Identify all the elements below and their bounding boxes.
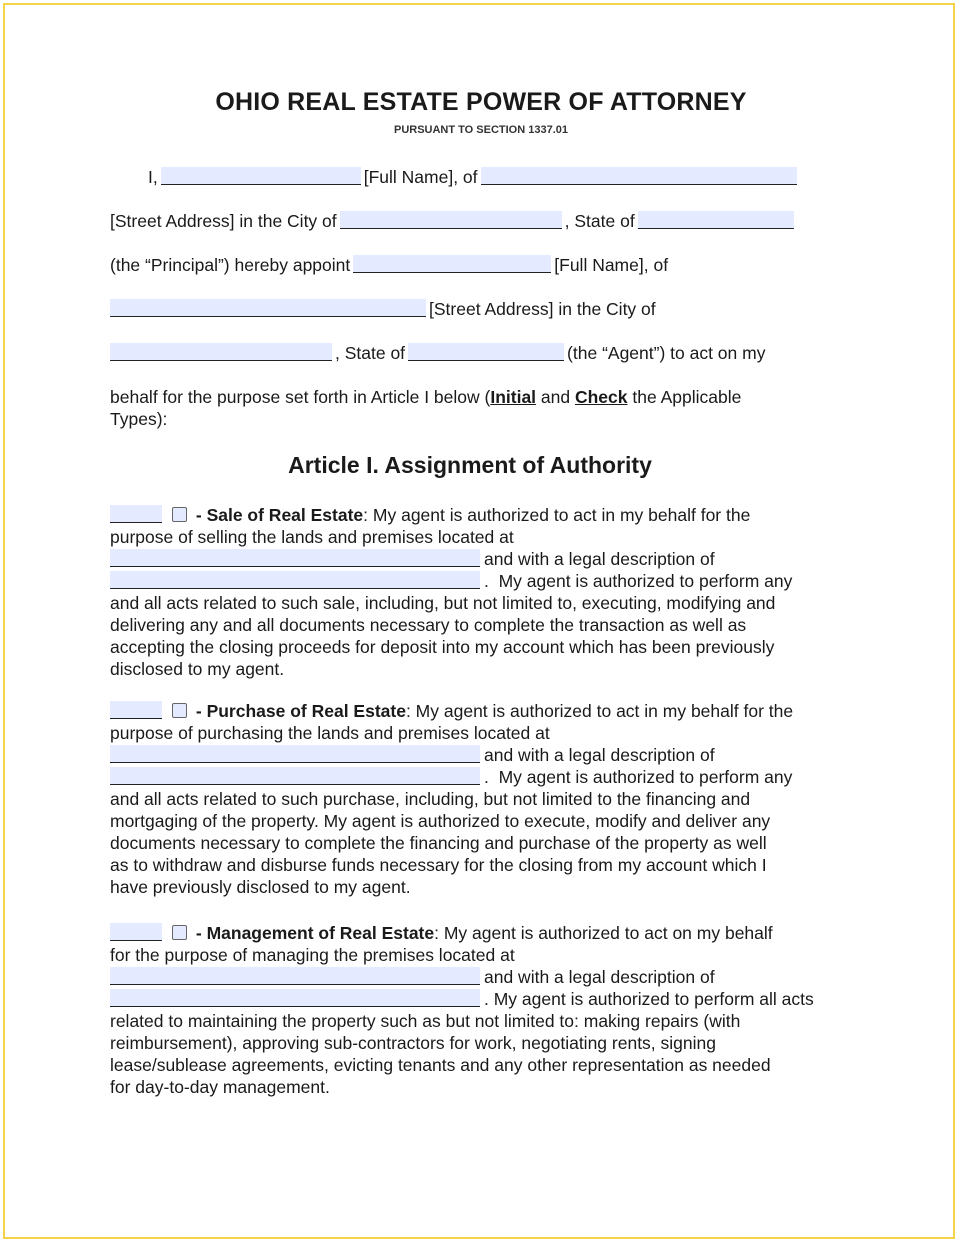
intro-text: and <box>536 387 575 407</box>
article-heading: Article I. Assignment of Authority <box>288 452 652 478</box>
management-text: : My agent is authorized to act on my behalf <box>434 923 773 943</box>
initial-emphasis: Initial <box>490 387 537 407</box>
purchase-legal-description-field[interactable] <box>110 767 480 785</box>
intro-line-7: Types): <box>110 409 168 429</box>
principal-state-field[interactable] <box>638 211 794 229</box>
intro-line-6 <box>110 386 741 408</box>
management-checkbox[interactable] <box>172 925 187 940</box>
intro-line-5 <box>110 342 765 364</box>
purchase-text: have previously disclosed to my agent. <box>110 877 411 897</box>
intro-text: (the “Agent”) to act on my <box>567 343 766 363</box>
management-section <box>110 922 850 1098</box>
intro-line-4 <box>110 298 656 320</box>
management-text: related to maintaining the property such as but not limited to: making repairs (with <box>110 1011 741 1031</box>
intro-text: , State of <box>335 343 406 363</box>
sale-legal-description-field[interactable] <box>110 571 480 589</box>
sale-text: : My agent is authorized to act in my behalf for the <box>363 505 751 525</box>
intro-text: [Street Address] in the City of <box>110 211 337 231</box>
sale-text: and with a legal description of <box>484 549 715 569</box>
dash: - <box>191 505 207 525</box>
purchase-text: . My agent is authorized to perform any <box>484 767 793 787</box>
sale-text: accepting the closing proceeds for deposit into my account which has been previously <box>110 637 775 657</box>
intro-text: I, <box>148 167 158 187</box>
principal-street-field[interactable] <box>481 167 797 185</box>
management-text: reimbursement), approving sub-contractors for work, negotiating rents, signing <box>110 1033 716 1053</box>
management-text: lease/sublease agreements, evicting tenants and any other representation as needed <box>110 1055 771 1075</box>
intro-text: (the “Principal”) hereby appoint <box>110 255 351 275</box>
management-text: for day-to-day management. <box>110 1077 330 1097</box>
purchase-text: mortgaging of the property. My agent is authorized to execute, modify and deliver any <box>110 811 771 831</box>
purchase-text: purpose of purchasing the lands and premises located at <box>110 723 550 743</box>
sale-text: purpose of selling the lands and premises located at <box>110 527 514 547</box>
sale-label: Sale of Real Estate <box>206 505 364 525</box>
management-location-field[interactable] <box>110 967 480 985</box>
document-title: OHIO REAL ESTATE POWER OF ATTORNEY <box>215 88 747 116</box>
sale-section <box>110 504 850 680</box>
purchase-section <box>110 700 850 898</box>
purchase-label: Purchase of Real Estate <box>206 701 406 721</box>
agent-state-field[interactable] <box>408 343 564 361</box>
purchase-text: as to withdraw and disburse funds necessary for the closing from my account which I <box>110 855 767 875</box>
management-label: Management of Real Estate <box>206 923 435 943</box>
purchase-initial-field[interactable] <box>110 701 162 719</box>
principal-city-field[interactable] <box>340 211 562 229</box>
management-initial-field[interactable] <box>110 923 162 941</box>
check-emphasis: Check <box>574 387 628 407</box>
sale-text: delivering any and all documents necessary to complete the transaction as well as <box>110 615 747 635</box>
purchase-text: and with a legal description of <box>484 745 715 765</box>
intro-text: behalf for the purpose set forth in Article I below ( <box>110 387 491 407</box>
agent-street-field[interactable] <box>110 299 426 317</box>
management-text: and with a legal description of <box>484 967 715 987</box>
management-text: . My agent is authorized to perform all acts <box>484 989 814 1009</box>
purchase-checkbox[interactable] <box>172 703 187 718</box>
sale-text: and all acts related to such sale, including, but not limited to, executing, modifying and <box>110 593 776 613</box>
principal-name-field[interactable] <box>161 167 361 185</box>
intro-text: the Applicable <box>627 387 742 407</box>
sale-checkbox[interactable] <box>172 507 187 522</box>
intro-line-2 <box>110 210 797 232</box>
intro-text: [Street Address] in the City of <box>429 299 656 319</box>
purchase-location-field[interactable] <box>110 745 480 763</box>
intro-line-3 <box>110 254 668 276</box>
dash: - <box>191 923 207 943</box>
management-text: for the purpose of managing the premises located at <box>110 945 515 965</box>
dash: - <box>191 701 207 721</box>
agent-city-field[interactable] <box>110 343 332 361</box>
intro-text: [Full Name], of <box>363 167 478 187</box>
agent-name-field[interactable] <box>353 255 551 273</box>
sale-initial-field[interactable] <box>110 505 162 523</box>
intro-line-1 <box>148 166 800 188</box>
purchase-text: documents necessary to complete the financing and purchase of the property as well <box>110 833 767 853</box>
management-legal-description-field[interactable] <box>110 989 480 1007</box>
intro-text: , State of <box>564 211 635 231</box>
sale-text: disclosed to my agent. <box>110 659 285 679</box>
document-subtitle: PURSUANT TO SECTION 1337.01 <box>393 124 568 136</box>
purchase-text: : My agent is authorized to act in my behalf for the <box>405 701 794 721</box>
sale-location-field[interactable] <box>110 549 480 567</box>
sale-text: . My agent is authorized to perform any <box>484 571 793 591</box>
intro-text: [Full Name], of <box>554 255 669 275</box>
purchase-text: and all acts related to such purchase, including, but not limited to the financing and <box>110 789 751 809</box>
